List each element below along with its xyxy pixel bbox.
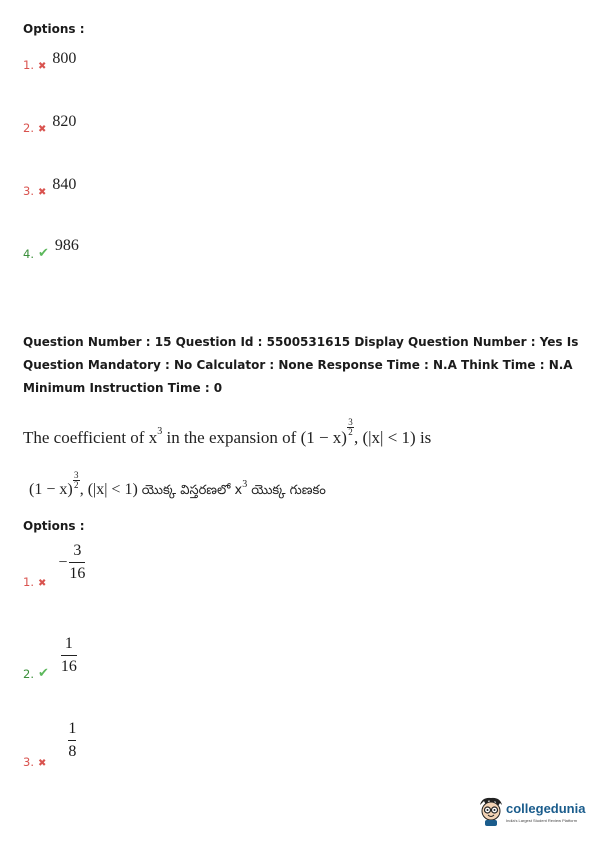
power-superscript: 3	[157, 426, 163, 437]
denominator: 16	[69, 565, 86, 582]
option-number: 1.	[23, 575, 34, 589]
option-value: 800	[52, 50, 77, 67]
expression: (1 − x)	[300, 428, 347, 447]
exponent-fraction	[347, 418, 354, 437]
options-label: Options :	[23, 519, 85, 533]
denominator: 8	[68, 743, 77, 760]
minus-sign: −	[58, 553, 68, 571]
option-number: 4.	[23, 247, 34, 261]
question-mid: in the expansion of	[166, 428, 297, 447]
exponent-denominator: 2	[348, 427, 353, 437]
check-icon: ✔	[37, 666, 49, 681]
option-1	[23, 542, 86, 589]
numerator: 3	[73, 542, 82, 559]
question-prefix: The coefficient of x	[23, 428, 158, 447]
numerator: 1	[64, 635, 73, 652]
cross-icon: ✖	[37, 758, 47, 769]
option-3	[23, 720, 77, 769]
option-1	[23, 50, 77, 72]
options-label: Options :	[23, 22, 85, 36]
question-text-english	[23, 417, 432, 448]
option-value: 986	[54, 237, 79, 254]
exponent-fraction	[73, 471, 80, 490]
option-number: 2.	[23, 121, 34, 135]
fraction	[69, 542, 85, 583]
option-number: 3.	[23, 755, 34, 769]
telugu-suffix: యొక్క గుణకం	[251, 483, 326, 498]
exponent-numerator: 3	[348, 417, 353, 427]
condition: , (|x| < 1) is	[353, 428, 432, 447]
check-icon: ✔	[37, 246, 49, 261]
exponent-denominator: 2	[73, 480, 79, 490]
option-2	[23, 635, 77, 681]
logo-tagline: India's Largest Student Review Platform	[506, 818, 578, 823]
exponent-numerator: 3	[73, 470, 79, 480]
question-text-telugu	[29, 470, 326, 501]
fraction	[61, 635, 77, 676]
mascot-icon	[476, 795, 506, 827]
cross-icon: ✖	[37, 578, 47, 589]
expression: (1 − x)	[29, 481, 73, 498]
question-metadata: Question Number : 15 Question Id : 5500531615 Display Question Number : Yes Is Question Mandatory : No Calculator : None Response Time : N.A Think Time : N.A Minimum Instruction Time : 0	[23, 335, 579, 395]
numerator: 1	[68, 720, 77, 737]
option-2	[23, 113, 77, 135]
option-value: 840	[52, 176, 77, 193]
telugu-phrase: యొక్క విస్తరణలో x	[141, 483, 243, 498]
option-3	[23, 176, 77, 198]
cross-icon: ✖	[37, 61, 47, 72]
collegedunia-logo	[476, 795, 588, 829]
option-value: 820	[52, 113, 77, 130]
option-4	[23, 237, 79, 261]
option-number: 1.	[23, 58, 34, 72]
option-number: 3.	[23, 184, 34, 198]
denominator: 16	[60, 658, 77, 675]
power-superscript: 3	[242, 479, 248, 490]
cross-icon: ✖	[37, 124, 47, 135]
cross-icon: ✖	[37, 187, 47, 198]
fraction	[68, 720, 76, 761]
condition: , (|x| < 1)	[79, 481, 138, 498]
logo-wordmark: collegedunia	[506, 801, 586, 816]
option-number: 2.	[23, 667, 34, 681]
